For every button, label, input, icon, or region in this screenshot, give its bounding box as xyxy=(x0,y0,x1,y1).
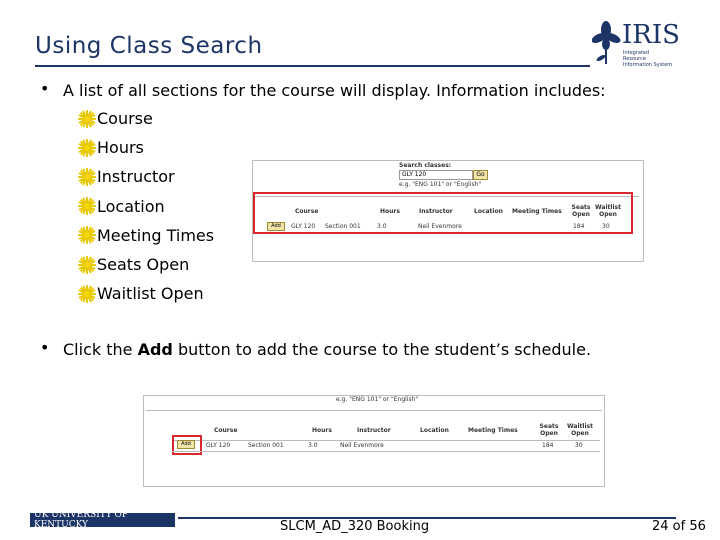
feature-item xyxy=(78,138,144,157)
star-bullet-icon xyxy=(78,285,97,303)
feature-item-label: Meeting Times xyxy=(97,225,215,245)
feature-item xyxy=(78,109,153,128)
star-bullet-icon xyxy=(78,197,97,215)
col-course: Course xyxy=(295,208,319,215)
bullet2-post: button to add the course to the student’s schedule. xyxy=(172,340,592,359)
cell-course: GLY 120 xyxy=(206,442,231,449)
col-meeting-times: Meeting Times xyxy=(512,208,562,215)
search-hint: e.g. "ENG 101" or "English" xyxy=(336,396,419,403)
search-label: Search classes: xyxy=(399,162,452,169)
iris-logo-subtitle: Integrated Resource Information System xyxy=(623,50,673,68)
page-number: 24 of 56 xyxy=(652,519,706,534)
col-waitlist-open: Waitlist Open xyxy=(595,204,621,218)
cell-section: Section 001 xyxy=(248,442,284,449)
add-button[interactable]: Add xyxy=(177,440,195,449)
footer-title: SLCM_AD_320 Booking xyxy=(280,519,430,534)
col-meeting-times: Meeting Times xyxy=(468,427,518,434)
col-hours: Hours xyxy=(312,427,332,434)
iris-logo-text: IRIS xyxy=(622,20,680,50)
add-button-screenshot xyxy=(143,395,605,487)
search-hint: e.g. "ENG 101" or "English" xyxy=(399,181,482,188)
bullet2-pre: Click the xyxy=(63,340,138,359)
col-instructor: Instructor xyxy=(357,427,391,434)
cell-hours: 3.0 xyxy=(377,223,387,230)
bullet-text-2 xyxy=(63,340,591,359)
feature-item-label: Seats Open xyxy=(97,255,190,274)
cell-section: Section 001 xyxy=(325,223,361,230)
go-button[interactable]: Go xyxy=(473,170,488,180)
cell-instructor: Neil Evenmore xyxy=(418,223,462,230)
star-bullet-icon xyxy=(78,139,97,157)
feature-item xyxy=(78,197,165,216)
cell-hours: 3.0 xyxy=(308,442,318,449)
col-instructor: Instructor xyxy=(419,208,453,215)
feature-item-label: Course xyxy=(97,109,153,128)
uk-logo: UK UNIVERSITY OF KENTUCKY xyxy=(30,513,175,527)
feature-item-label: Waitlist Open xyxy=(97,284,204,304)
title-underline xyxy=(35,65,590,67)
col-location: Location xyxy=(420,427,449,434)
slide-title: Using Class Search xyxy=(35,33,263,59)
feature-item xyxy=(78,284,204,303)
feature-item xyxy=(78,167,175,186)
feature-item-label: Location xyxy=(97,196,165,216)
add-button[interactable]: Add xyxy=(267,222,285,231)
star-bullet-icon xyxy=(78,226,97,244)
cell-instructor: Neil Evenmore xyxy=(340,442,384,449)
feature-item xyxy=(78,226,214,245)
feature-item-label: Hours xyxy=(97,138,144,158)
feature-item xyxy=(78,255,189,274)
col-seats-open: Seats Open xyxy=(571,204,591,218)
feature-item-label: Instructor xyxy=(97,167,175,187)
search-input[interactable]: GLY 120 xyxy=(399,170,473,180)
cell-seats: 184 xyxy=(542,442,554,449)
cell-course: GLY 120 xyxy=(291,223,316,230)
bullet-marker: • xyxy=(40,79,50,98)
cell-waitlist: 30 xyxy=(602,223,610,230)
col-course: Course xyxy=(214,427,238,434)
cell-waitlist: 30 xyxy=(575,442,583,449)
col-location: Location xyxy=(474,208,503,215)
class-search-screenshot xyxy=(252,160,644,262)
star-bullet-icon xyxy=(78,110,97,128)
star-bullet-icon xyxy=(78,168,97,186)
bullet-text-1: A list of all sections for the course will display. Information includes: xyxy=(63,81,606,100)
col-waitlist-open: Waitlist Open xyxy=(567,423,593,437)
bullet2-add-word: Add xyxy=(137,340,173,359)
col-hours: Hours xyxy=(380,208,400,215)
col-seats-open: Seats Open xyxy=(539,423,559,437)
star-bullet-icon xyxy=(78,256,97,274)
bullet-marker: • xyxy=(40,338,50,357)
cell-seats: 184 xyxy=(573,223,585,230)
